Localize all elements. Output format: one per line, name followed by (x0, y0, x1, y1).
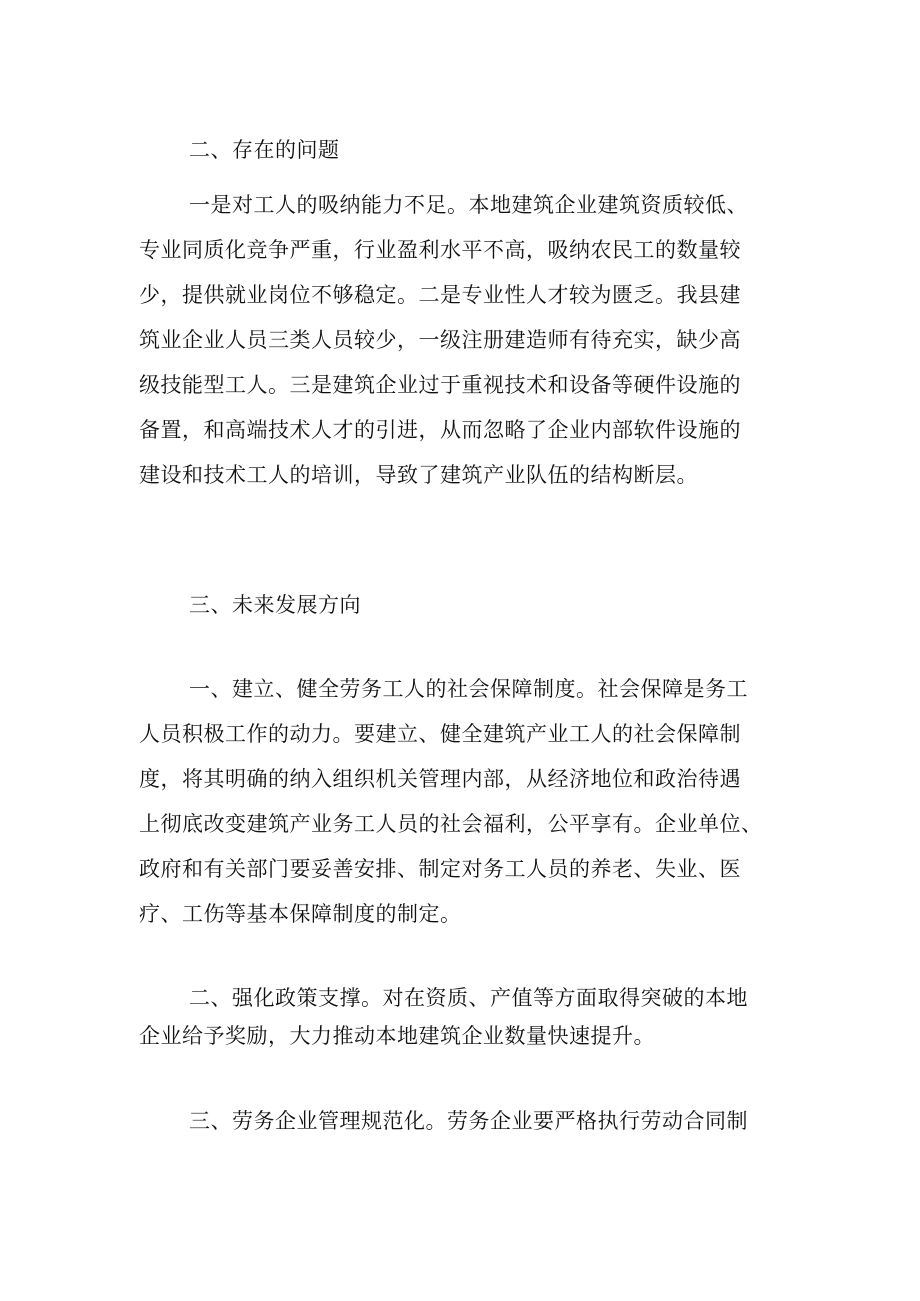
paragraph-line: 人员积极工作的动力。要建立、健全建筑产业工人的社会保障制 (139, 722, 741, 746)
paragraph-line: 一、建立、健全劳务工人的社会保障制度。社会保障是务工 (189, 677, 748, 701)
paragraph-line: 备置，和高端技术人才的引进，从而忽略了企业内部软件设施的 (139, 418, 741, 442)
paragraph-line: 少，提供就业岗位不够稳定。二是专业性人才较为匮乏。我县建 (139, 283, 741, 307)
section-heading-problems: 二、存在的问题 (189, 138, 340, 162)
paragraph-line: 二、强化政策支撑。对在资质、产值等方面取得突破的本地 (189, 986, 748, 1010)
paragraph-line: 疗、工伤等基本保障制度的制定。 (139, 902, 462, 926)
paragraph-line: 三、劳务企业管理规范化。劳务企业要严格执行劳动合同制 (189, 1109, 748, 1133)
paragraph-line: 企业给予奖励，大力推动本地建筑企业数量快速提升。 (139, 1024, 655, 1048)
paragraph-line: 一是对工人的吸纳能力不足。本地建筑企业建筑资质较低、 (189, 193, 748, 217)
paragraph-line: 政府和有关部门要妥善安排、制定对务工人员的养老、失业、医 (139, 857, 741, 881)
paragraph-line: 筑业企业人员三类人员较少，一级注册建造师有待充实，缺少高 (139, 328, 741, 352)
paragraph-line: 级技能型工人。三是建筑企业过于重视技术和设备等硬件设施的 (139, 373, 741, 397)
paragraph-line: 建设和技术工人的培训，导致了建筑产业队伍的结构断层。 (139, 463, 698, 487)
paragraph-line: 上彻底改变建筑产业务工人员的社会福利，公平享有。企业单位、 (139, 812, 763, 836)
paragraph-line: 度，将其明确的纳入组织机关管理内部，从经济地位和政治待遇 (139, 767, 741, 791)
paragraph-line: 专业同质化竞争严重，行业盈利水平不高，吸纳农民工的数量较 (139, 238, 741, 262)
section-heading-future: 三、未来发展方向 (189, 593, 361, 617)
